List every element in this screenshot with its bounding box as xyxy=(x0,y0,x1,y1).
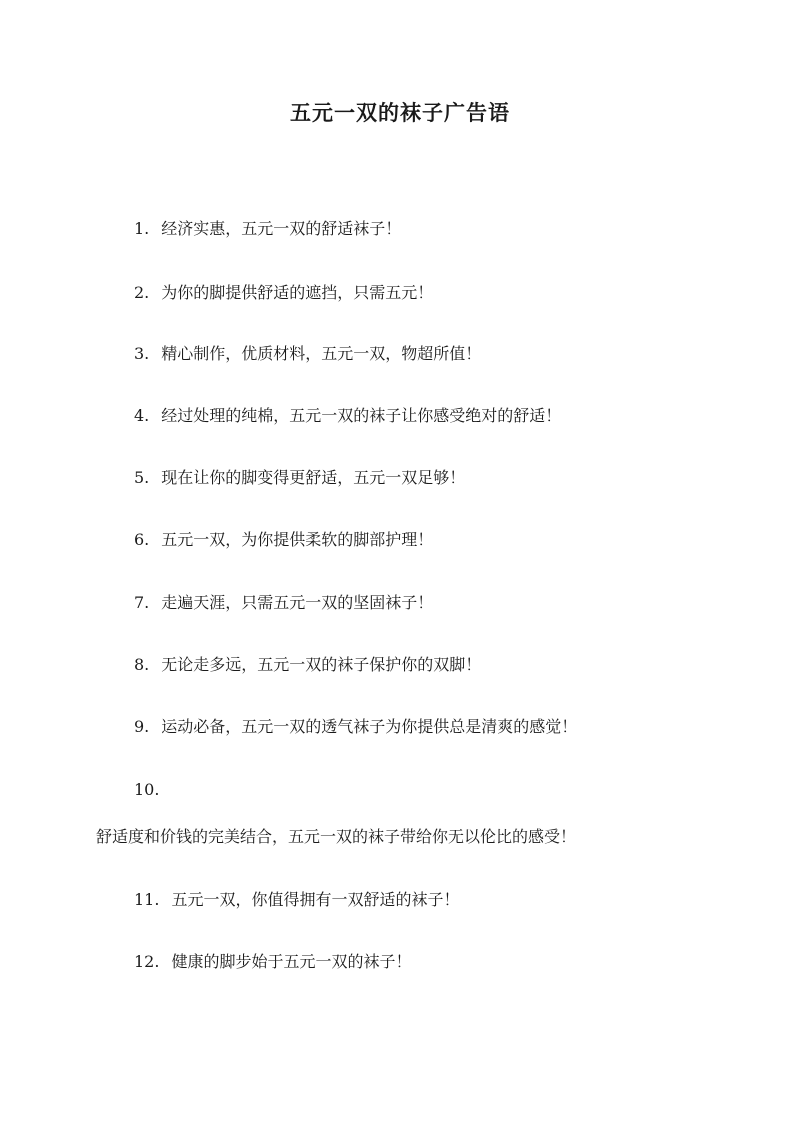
item-text: 经过处理的纯棉，五元一双的袜子让你感受绝对的舒适！ xyxy=(161,406,562,425)
list-item xyxy=(134,468,465,488)
item-number: 8. xyxy=(134,655,150,674)
list-item xyxy=(134,593,433,613)
item-text: 舒适度和价钱的完美结合，五元一双的袜子带给你无以伦比的感受！ xyxy=(96,827,577,846)
item-text: 精心制作，优质材料，五元一双，物超所值！ xyxy=(161,344,482,363)
item-text: 五元一双，为你提供柔软的脚部护理！ xyxy=(161,530,434,549)
list-item xyxy=(134,952,411,972)
list-item xyxy=(134,344,481,364)
document-title: 五元一双的袜子广告语 xyxy=(290,100,510,125)
item-number: 2. xyxy=(134,283,150,302)
item-text: 无论走多远，五元一双的袜子保护你的双脚！ xyxy=(161,655,482,674)
item-number: 9. xyxy=(134,717,150,736)
item-text: 走遍天涯，只需五元一双的坚固袜子！ xyxy=(161,593,434,612)
item-text: 运动必备，五元一双的透气袜子为你提供总是清爽的感觉！ xyxy=(161,717,578,736)
item-number: 6. xyxy=(134,530,150,549)
item-text: 经济实惠，五元一双的舒适袜子！ xyxy=(161,219,402,238)
item-text: 五元一双，你值得拥有一双舒适的袜子！ xyxy=(171,890,460,909)
item-number: 10. xyxy=(134,780,160,799)
item-number: 3. xyxy=(134,344,150,363)
item-number: 12. xyxy=(134,952,160,971)
item-text: 健康的脚步始于五元一双的袜子！ xyxy=(171,952,412,971)
item-number: 7. xyxy=(134,593,150,612)
list-item xyxy=(134,219,401,239)
item-number: 1. xyxy=(134,219,150,238)
item-text: 现在让你的脚变得更舒适，五元一双足够！ xyxy=(161,468,466,487)
item-number: 5. xyxy=(134,468,150,487)
item-number: 4. xyxy=(134,406,150,425)
list-item xyxy=(134,890,459,910)
list-item xyxy=(134,283,433,303)
list-item xyxy=(134,655,481,675)
list-item xyxy=(134,717,577,737)
item-text: 为你的脚提供舒适的遮挡，只需五元！ xyxy=(161,283,434,302)
list-item xyxy=(134,530,433,550)
list-item xyxy=(134,406,561,426)
item-number: 11. xyxy=(134,890,160,909)
